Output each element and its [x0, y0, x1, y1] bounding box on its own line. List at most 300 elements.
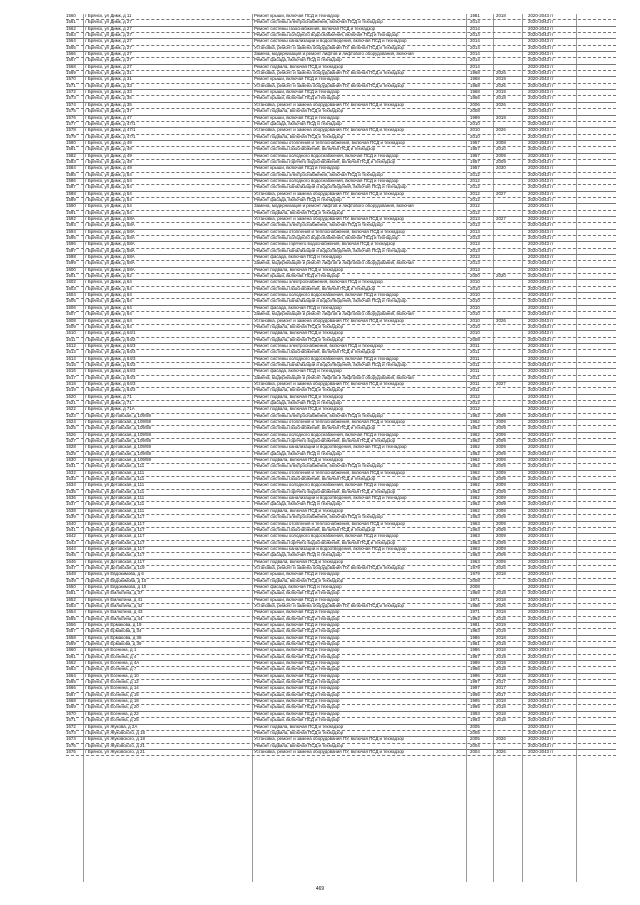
row-year: 1995	[470, 698, 480, 704]
row-repair-year: 2018	[496, 634, 506, 640]
row-address: г Брянск, ул Емлютина, д 41	[85, 596, 143, 602]
row-repair-year: 2026	[496, 317, 506, 323]
row-year: 1995	[470, 691, 480, 697]
row-work-type: Ремонт крыши, включая ПСД и технадзор	[254, 273, 340, 279]
row-repair-year: 2019	[496, 660, 506, 666]
row-work-type: Ремонт крыши, включая ПСД и технадзор	[254, 622, 340, 627]
row-work-type: Ремонт системы горячего водоснабжения, включая ПСД и технадзор	[254, 158, 396, 164]
row-work-type: Ремонт фасада, включая ПСД и технадзор	[254, 501, 342, 507]
row-number: 1654	[66, 609, 76, 615]
row-address: г Брянск, ул Евдокимова, д 10	[85, 577, 147, 583]
row-period: 2020-2043 гг	[528, 609, 554, 615]
row-period: 2020-2043 гг	[528, 710, 554, 716]
row-period: 2020-2043 гг	[528, 133, 554, 139]
row-number: 1676	[66, 748, 76, 754]
row-address: г Брянск, ул Детовская, д 109/59	[85, 412, 151, 418]
row-period: 2020-2043 гг	[528, 463, 554, 469]
row-address: г Брянск, ул Детовская, д 109/59	[85, 438, 151, 444]
row-number: 1584	[66, 165, 76, 171]
row-work-type: Замена, модернизация и ремонт лифтов и лифтового оборудования, включая	[254, 374, 414, 380]
row-number: 1594	[66, 228, 76, 234]
row-repair-year: 2026	[496, 564, 506, 570]
row-period: 2020-2043 гг	[528, 311, 554, 317]
row-address: г Брянск, ул Жуковского, д 18	[85, 729, 145, 735]
row-period: 2020-2043 гг	[528, 583, 554, 589]
row-repair-year: 2019	[496, 89, 506, 95]
row-work-type: Ремонт подвала, включая ПСД и технадзор	[254, 133, 344, 139]
row-work-type: Ремонт системы электроснабжения, включая ПСД и технадзор	[254, 19, 383, 25]
row-work-type: Ремонт системы горячего водоснабжения, включая ПСД и технадзор	[254, 539, 396, 545]
row-period: 2020-2043 гг	[528, 526, 554, 532]
row-address: г Брянск, ул Жукова, д 2А	[85, 723, 138, 729]
row-number: 1586	[66, 177, 76, 183]
row-number: 1572	[66, 89, 76, 95]
row-period: 2020-2043 гг	[528, 228, 554, 234]
row-number: 1591	[66, 209, 76, 215]
row-period: 2020-2043 гг	[528, 19, 554, 25]
row-address: г Брянск, ул Димк, д 35	[85, 101, 132, 107]
row-work-type: Ремонт крыши, включая ПСД и технадзор	[254, 717, 340, 723]
row-work-type: Ремонт подвала, включая ПСД и технадзор	[254, 457, 344, 463]
row-year: 2012	[470, 196, 480, 202]
row-number: 1635	[66, 488, 76, 494]
row-address: г Брянск, ул Детовская, д 111	[85, 482, 145, 488]
row-year: 2010	[470, 292, 480, 298]
row-year: 1968	[470, 82, 480, 88]
row-repair-year: 2018	[496, 571, 506, 577]
row-work-type: Ремонт подвала, включая ПСД и технадзор	[254, 742, 344, 748]
row-work-type: Ремонт подвала, включая ПСД и технадзор	[254, 387, 344, 393]
row-year: 2014	[470, 38, 480, 44]
row-work-type: Ремонт фасада, включая ПСД и технадзор	[254, 196, 342, 202]
row-address: г Брянск, ул Димк, д 64/3	[85, 361, 136, 367]
row-work-type: Замена, модернизация и ремонт лифтов и лифтового оборудования, включая	[254, 311, 414, 317]
row-work-type: Установка, ремонт и замена оборудования ПУ, включая ПСД и технадзор	[254, 216, 404, 221]
row-period: 2020-2043 гг	[528, 158, 554, 164]
row-number: 1634	[66, 482, 76, 488]
row-work-type: Ремонт системы канализации и водоотведения, включая ПСД и технадзор	[254, 184, 407, 190]
row-address: г Брянск, ул Димк, д 64/3	[85, 387, 136, 393]
row-period: 2020-2043 гг	[528, 82, 554, 88]
row-year: 1986	[470, 666, 480, 672]
row-year: 1966	[470, 95, 480, 101]
row-address: г Брянск, ул Димк, д 47/1	[85, 133, 136, 139]
row-repair-year: 2009	[496, 469, 506, 475]
row-address: г Брянск, ул Есенина, д 25	[85, 717, 139, 723]
row-address: г Брянск, ул Есенина, д 18	[85, 698, 139, 704]
row-year: 1962	[470, 438, 480, 444]
row-period: 2020-2043 гг	[528, 241, 554, 247]
row-number: 1666	[66, 685, 76, 691]
row-address: г Брянск, ул Евдокимова, д 10	[85, 583, 147, 589]
row-number: 1588	[66, 190, 76, 196]
row-address: г Брянск, ул Димк, д 58А	[85, 254, 135, 260]
row-year: 2012	[470, 177, 480, 183]
row-year: 1957	[470, 139, 480, 145]
row-address: г Брянск, ул Димк, д 71	[85, 393, 132, 399]
row-year: 2010	[470, 311, 480, 317]
row-period: 2020-2043 гг	[528, 558, 554, 564]
row-address: г Брянск, ул Димк, д 64/1	[85, 330, 136, 336]
row-repair-year: 2018	[496, 698, 506, 704]
row-work-type: Ремонт системы холодного водоснабжения, включая ПСД и технадзор	[254, 355, 399, 361]
row-address: г Брянск, ул Димк, д 64/3	[85, 368, 136, 374]
row-address: г Брянск, ул Есенина, д 15	[85, 691, 139, 697]
row-work-type: Ремонт фасада, включая ПСД и технадзор	[254, 57, 342, 63]
row-repair-year: 2018	[496, 641, 506, 647]
row-year: 1983	[470, 628, 480, 634]
row-year: 1957	[470, 158, 480, 164]
row-year: 1986	[470, 647, 480, 653]
row-period: 2020-2043 гг	[528, 101, 554, 107]
row-address: г Брянск, ул Детовская, д 117	[85, 545, 145, 551]
row-work-type: Ремонт системы электроснабжения, включая ПСД и технадзор	[254, 412, 383, 418]
row-number: 1615	[66, 361, 76, 367]
row-year: 2013	[470, 216, 480, 221]
row-work-type: Установка, ремонт и замена оборудования ПУ, включая ПСД и технадзор	[254, 736, 404, 742]
row-repair-year: 2017	[496, 691, 506, 697]
row-number: 1564	[66, 38, 76, 44]
row-year: 2012	[470, 209, 480, 215]
row-number: 1610	[66, 330, 76, 336]
row-number: 1581	[66, 146, 76, 152]
row-year: 1963	[470, 514, 480, 520]
row-repair-year: 2009	[496, 450, 506, 456]
row-year: 1997	[470, 685, 480, 691]
row-number: 1575	[66, 108, 76, 114]
row-number: 1658	[66, 634, 76, 640]
row-year: 1981	[470, 622, 480, 627]
row-year: 1968	[470, 70, 480, 76]
row-repair-year: 2009	[496, 526, 506, 532]
row-work-type: Ремонт фасада, включая ПСД и технадзор	[254, 254, 342, 260]
row-period: 2020-2043 гг	[528, 564, 554, 570]
row-repair-year: 2019	[496, 653, 506, 659]
row-number: 1652	[66, 596, 76, 602]
row-address: г Брянск, ул Детовская, д 111	[85, 507, 145, 513]
row-year: 2012	[470, 393, 480, 399]
row-number: 1576	[66, 114, 76, 120]
row-period: 2020-2043 гг	[528, 736, 554, 742]
row-period: 2020-2043 гг	[528, 304, 554, 310]
row-work-type: Ремонт подвала, включая ПСД и технадзор	[254, 108, 344, 114]
row-period: 2020-2043 гг	[528, 602, 554, 608]
row-period: 2020-2043 гг	[528, 704, 554, 710]
row-number: 1637	[66, 501, 76, 507]
row-number: 1613	[66, 349, 76, 355]
row-number: 1569	[66, 70, 76, 76]
row-repair-year: 2018	[496, 710, 506, 716]
row-period: 2020-2043 гг	[528, 476, 554, 482]
row-year: 1962	[470, 431, 480, 437]
row-year: 2011	[470, 380, 480, 386]
row-number: 1627	[66, 438, 76, 444]
row-address: г Брянск, ул Детовская, д 109/59	[85, 450, 151, 456]
row-period: 2020-2043 гг	[528, 672, 554, 678]
row-repair-year: 2009	[496, 514, 506, 520]
row-year: 1962	[470, 507, 480, 513]
row-period: 2020-2043 гг	[528, 349, 554, 355]
row-work-type: Замена, модернизация и ремонт лифтов и лифтового оборудования, включая	[254, 260, 414, 266]
row-number: 1673	[66, 729, 76, 735]
row-number: 1596	[66, 241, 76, 247]
row-number: 1612	[66, 342, 76, 348]
row-year: 1979	[470, 571, 480, 577]
row-number: 1657	[66, 628, 76, 634]
row-repair-year: 2018	[496, 704, 506, 710]
row-year: 2010	[470, 279, 480, 285]
row-work-type: Ремонт системы электроснабжения, включая ПСД и технадзор	[254, 279, 383, 285]
row-year: 1962	[470, 469, 480, 475]
row-address: г Брянск, ул Димк, д 33	[85, 82, 132, 88]
row-year: 2012	[470, 406, 480, 412]
row-year: 2005	[470, 723, 480, 729]
row-period: 2020-2043 гг	[528, 247, 554, 253]
row-year: 2012	[470, 171, 480, 177]
row-number: 1611	[66, 336, 76, 342]
row-year: 2010	[470, 120, 480, 126]
row-period: 2020-2043 гг	[528, 622, 554, 627]
row-period: 2020-2043 гг	[528, 171, 554, 177]
row-number: 1659	[66, 641, 76, 647]
row-year: 1957	[470, 152, 480, 158]
row-work-type: Ремонт крыши, включая ПСД и технадзор	[254, 653, 340, 659]
row-address: г Брянск, ул Емлютина, д 44	[85, 615, 143, 621]
row-number: 1669	[66, 704, 76, 710]
row-address: г Брянск, ул Димк, д 27	[85, 32, 132, 38]
row-repair-year: 2009	[496, 152, 506, 158]
row-work-type: Ремонт системы холодного водоснабжения, включая ПСД и технадзор	[254, 292, 399, 298]
row-address: г Брянск, ул Димк, д 64/3	[85, 374, 136, 380]
row-number: 1672	[66, 723, 76, 729]
row-period: 2020-2043 гг	[528, 355, 554, 361]
row-year: 2014	[470, 44, 480, 50]
row-work-type: Ремонт системы отопления и теплоснабжения, включая ПСД и технадзор	[254, 469, 405, 475]
row-repair-year: 2008	[496, 139, 506, 145]
row-year: 2010	[470, 127, 480, 133]
row-address: г Брянск, ул Детовская, д 117	[85, 526, 145, 532]
row-year: 1962	[470, 450, 480, 456]
row-year: 2013	[470, 235, 480, 241]
row-period: 2020-2043 гг	[528, 285, 554, 291]
row-work-type: Ремонт системы электроснабжения, включая ПСД и технадзор	[254, 171, 383, 177]
row-year: 1992	[470, 615, 480, 621]
row-address: г Брянск, ул Димк, д 71А	[85, 406, 135, 412]
row-address: г Брянск, ул Димк, д 54	[85, 190, 132, 196]
row-period: 2020-2043 гг	[528, 342, 554, 348]
row-repair-year: 2018	[496, 596, 506, 602]
row-period: 2020-2043 гг	[528, 108, 554, 114]
row-year: 1979	[470, 564, 480, 570]
row-year: 1987	[470, 653, 480, 659]
row-number: 1651	[66, 590, 76, 596]
row-repair-year: 2009	[496, 520, 506, 526]
row-number: 1585	[66, 171, 76, 177]
row-period: 2020-2043 гг	[528, 698, 554, 704]
row-period: 2020-2043 гг	[528, 235, 554, 241]
row-year: 2013	[470, 266, 480, 272]
row-work-type: Ремонт подвала, включая ПСД и технадзор	[254, 558, 344, 564]
row-year: 2013	[470, 228, 480, 234]
row-address: г Брянск, ул Детовская, д 117	[85, 539, 145, 545]
row-number: 1590	[66, 203, 76, 209]
row-address: г Брянск, ул Димк, д 27	[85, 38, 132, 44]
row-year: 2008	[470, 583, 480, 589]
row-work-type: Ремонт крыши, включая ПСД и технадзор	[254, 679, 340, 685]
row-address: г Брянск, ул Димк, д 62	[85, 273, 132, 279]
row-repair-year: 2009	[496, 419, 506, 424]
row-year: 1962	[470, 457, 480, 463]
row-period: 2020-2043 гг	[528, 146, 554, 152]
row-period: 2020-2043 гг	[528, 425, 554, 431]
row-repair-year: 2018	[496, 615, 506, 621]
row-number: 1638	[66, 507, 76, 513]
row-period: 2020-2043 гг	[528, 666, 554, 672]
row-address: г Брянск, ул Димк, д 58А	[85, 241, 135, 247]
row-period: 2020-2043 гг	[528, 222, 554, 228]
row-work-type: Ремонт системы отопления и теплоснабжения, включая ПСД и технадзор	[254, 228, 405, 234]
row-number: 1573	[66, 95, 76, 101]
row-period: 2020-2043 гг	[528, 152, 554, 158]
row-repair-year: 2009	[496, 533, 506, 539]
row-address: г Брянск, ул Димк, д 54	[85, 177, 132, 183]
row-number: 1668	[66, 698, 76, 704]
row-number: 1604	[66, 292, 76, 298]
row-work-type: Установка, ремонт и замена оборудования ПУ, включая ПСД и технадзор	[254, 101, 404, 107]
row-year: 1986	[470, 634, 480, 640]
row-address: г Брянск, ул Детовская, д 111	[85, 463, 145, 469]
row-work-type: Установка, ремонт и замена оборудования ПУ, включая ПСД и технадзор	[254, 127, 404, 133]
row-period: 2020-2043 гг	[528, 577, 554, 583]
row-address: г Брянск, ул Детовская, д 109/59	[85, 419, 151, 424]
row-address: г Брянск, ул Ермакова, д 34	[85, 628, 142, 634]
row-year: 2006	[470, 101, 480, 107]
row-work-type: Ремонт системы электроснабжения, включая ПСД и технадзор	[254, 222, 383, 228]
row-number: 1670	[66, 710, 76, 716]
row-year: 1971	[470, 609, 480, 615]
row-period: 2020-2043 гг	[528, 76, 554, 82]
row-address: г Брянск, ул Детовская, д 111	[85, 476, 145, 482]
row-repair-year: 2018	[496, 590, 506, 596]
row-work-type: Ремонт системы отопления и теплоснабжения, включая ПСД и технадзор	[254, 139, 405, 145]
row-work-type: Ремонт крыши, включая ПСД и технадзор	[254, 666, 340, 672]
table-body	[66, 14, 616, 756]
row-repair-year: 2010	[496, 146, 506, 152]
row-period: 2020-2043 гг	[528, 406, 554, 412]
row-year: 1995	[470, 704, 480, 710]
row-year: 1962	[470, 419, 480, 424]
row-period: 2020-2043 гг	[528, 336, 554, 342]
row-year: 1963	[470, 533, 480, 539]
row-year: 2014	[470, 63, 480, 69]
row-repair-year: 2018	[496, 647, 506, 653]
row-work-type: Ремонт системы канализации и водоотведения, включая ПСД и технадзор	[254, 38, 407, 44]
row-number: 1649	[66, 577, 76, 583]
row-year: 1968	[470, 76, 480, 82]
row-number: 1647	[66, 564, 76, 570]
row-period: 2020-2043 гг	[528, 387, 554, 393]
row-repair-year: 2009	[496, 501, 506, 507]
row-address: г Брянск, ул Детовская, д 111	[85, 495, 145, 501]
row-number: 1630	[66, 457, 76, 463]
row-period: 2020-2043 гг	[528, 254, 554, 260]
row-work-type: Ремонт системы холодного водоснабжения, включая ПСД и технадзор	[254, 32, 399, 38]
row-address: г Брянск, ул Есенина, д 12	[85, 679, 139, 685]
row-work-type: Ремонт подвала, включая ПСД и технадзор	[254, 729, 344, 735]
row-number: 1602	[66, 279, 76, 285]
row-work-type: Установка, ремонт и замена оборудования ПУ, включая ПСД и технадзор	[254, 70, 404, 76]
row-period: 2020-2043 гг	[528, 292, 554, 298]
row-number: 1629	[66, 450, 76, 456]
row-address: г Брянск, ул Детовская, д 119	[85, 564, 145, 570]
row-work-type: Ремонт крыши, включая ПСД и технадзор	[254, 641, 340, 647]
row-address: г Брянск, ул Емлютина, д 37	[85, 590, 143, 596]
row-number: 1593	[66, 222, 76, 228]
row-repair-year: 2026	[496, 736, 506, 742]
row-year: 2011	[470, 349, 480, 355]
row-repair-year: 2009	[496, 545, 506, 551]
row-year: 2011	[470, 361, 480, 367]
row-year: 1971	[470, 596, 480, 602]
row-year: 1993	[470, 710, 480, 716]
row-address: г Брянск, ул Димк, д 27	[85, 51, 132, 57]
row-year: 1963	[470, 539, 480, 545]
row-work-type: Ремонт крыши, включая ПСД и технадзор	[254, 704, 340, 710]
row-work-type: Ремонт подвала, включая ПСД и технадзор	[254, 323, 344, 329]
row-address: г Брянск, ул Димк, д 49	[85, 158, 132, 164]
row-period: 2020-2043 гг	[528, 203, 554, 209]
row-repair-year: 2019	[496, 622, 506, 627]
row-repair-year: 2027	[496, 216, 506, 221]
row-address: г Брянск, ул Детовская, д 111	[85, 501, 145, 507]
row-repair-year: 2009	[496, 488, 506, 494]
row-number: 1565	[66, 44, 76, 50]
row-period: 2020-2043 гг	[528, 717, 554, 723]
row-year: 2008	[470, 336, 480, 342]
row-address: г Брянск, ул Димк, д 49	[85, 139, 132, 145]
row-work-type: Ремонт крыши, включая ПСД и технадзор	[254, 647, 340, 653]
row-number: 1648	[66, 571, 76, 577]
row-work-type: Ремонт крыши, включая ПСД и технадзор	[254, 89, 340, 95]
row-repair-year: 2026	[496, 70, 506, 76]
row-period: 2020-2043 гг	[528, 450, 554, 456]
row-address: г Брянск, ул Димк, д 64/3	[85, 380, 136, 386]
row-period: 2020-2043 гг	[528, 89, 554, 95]
row-address: г Брянск, ул Димк, д 35	[85, 95, 132, 101]
row-address: г Брянск, ул Ермакова, д 19	[85, 622, 142, 627]
row-number: 1661	[66, 653, 76, 659]
row-period: 2020-2043 гг	[528, 545, 554, 551]
row-year: 2010	[470, 285, 480, 291]
row-address: г Брянск, ул Есенина, д 4А	[85, 660, 140, 666]
row-address: г Брянск, ул Димк, д 54	[85, 171, 132, 177]
row-repair-year: 2009	[496, 412, 506, 418]
row-number: 1642	[66, 533, 76, 539]
row-year: 1962	[470, 482, 480, 488]
row-number: 1662	[66, 660, 76, 666]
page-number: 469	[315, 886, 325, 892]
row-repair-year: 2026	[496, 82, 506, 88]
row-work-type: Ремонт крыши, включая ПСД и технадзор	[254, 628, 340, 634]
row-number: 1621	[66, 399, 76, 405]
row-work-type: Ремонт крыши, включая ПСД и технадзор	[254, 590, 340, 596]
row-number: 1606	[66, 304, 76, 310]
row-repair-year: 2009	[496, 558, 506, 564]
row-work-type: Ремонт крыши, включая ПСД и технадзор	[254, 698, 340, 704]
row-period: 2020-2043 гг	[528, 482, 554, 488]
row-repair-year: 2019	[496, 76, 506, 82]
row-work-type: Ремонт подвала, включая ПСД и технадзор	[254, 330, 344, 336]
